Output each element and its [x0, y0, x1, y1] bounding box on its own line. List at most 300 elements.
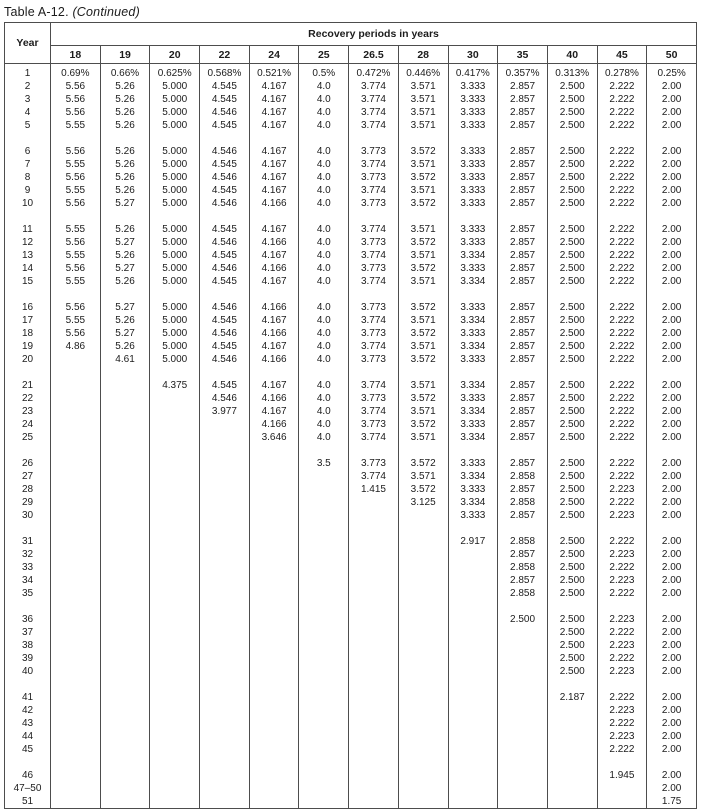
value-cell: [200, 457, 250, 470]
value-cell: 0.446%: [398, 64, 448, 81]
value-cell: 2.222: [597, 457, 647, 470]
value-cell: [200, 769, 250, 782]
value-cell: [200, 613, 250, 626]
value-cell: 2.00: [647, 392, 697, 405]
table-row: [5, 795, 697, 809]
year-cell: 36: [21, 614, 34, 625]
value-cell: 5.56: [51, 262, 101, 275]
value-cell: [150, 743, 200, 756]
value-cell: [398, 522, 448, 535]
value-cell: [498, 288, 548, 301]
table-row: [5, 64, 697, 81]
value-cell: 3.572: [398, 418, 448, 431]
value-cell: 5.26: [100, 145, 150, 158]
value-cell: 5.26: [100, 93, 150, 106]
value-cell: [498, 782, 548, 795]
value-cell: 2.500: [547, 301, 597, 314]
value-cell: [200, 626, 250, 639]
table-row: [5, 236, 697, 249]
year-cell: 33: [21, 562, 34, 573]
year-cell: 12: [21, 237, 34, 248]
value-cell: [299, 470, 349, 483]
table-row: [5, 496, 697, 509]
value-cell: 3.773: [349, 145, 399, 158]
table-row: [5, 184, 697, 197]
value-cell: 0.568%: [200, 64, 250, 81]
value-cell: 4.86: [51, 340, 101, 353]
year-cell: [5, 756, 51, 769]
value-cell: 4.0: [299, 249, 349, 262]
value-cell: 0.625%: [150, 64, 200, 81]
value-cell: 2.222: [597, 405, 647, 418]
value-cell: [547, 704, 597, 717]
value-cell: 2.223: [597, 665, 647, 678]
value-cell: [150, 132, 200, 145]
year-cell: [5, 522, 51, 535]
value-cell: [547, 210, 597, 223]
gap-row: [5, 756, 697, 769]
value-cell: [448, 366, 498, 379]
value-cell: 2.00: [647, 496, 697, 509]
value-cell: [51, 535, 101, 548]
value-cell: 2.00: [647, 301, 697, 314]
column-header: 35: [498, 46, 548, 64]
value-cell: [398, 795, 448, 809]
value-cell: [398, 730, 448, 743]
value-cell: [100, 210, 150, 223]
value-cell: [200, 210, 250, 223]
value-cell: 4.167: [249, 249, 299, 262]
value-cell: [51, 769, 101, 782]
year-cell: 7: [24, 159, 31, 170]
value-cell: 5.000: [150, 80, 200, 93]
value-cell: 5.26: [100, 171, 150, 184]
value-cell: 2.858: [498, 587, 548, 600]
value-cell: 3.571: [398, 158, 448, 171]
value-cell: [51, 405, 101, 418]
value-cell: [498, 665, 548, 678]
value-cell: [150, 522, 200, 535]
value-cell: 2.00: [647, 782, 697, 795]
value-cell: [349, 639, 399, 652]
value-cell: [498, 704, 548, 717]
value-cell: [249, 756, 299, 769]
value-cell: [349, 730, 399, 743]
value-cell: [398, 600, 448, 613]
value-cell: 2.500: [547, 392, 597, 405]
value-cell: [249, 587, 299, 600]
value-cell: 5.55: [51, 314, 101, 327]
value-cell: [647, 132, 697, 145]
value-cell: 4.166: [249, 353, 299, 366]
value-cell: [150, 366, 200, 379]
value-cell: 2.223: [597, 509, 647, 522]
value-cell: 5.000: [150, 197, 200, 210]
value-cell: [349, 795, 399, 809]
value-cell: [349, 522, 399, 535]
value-cell: 5.26: [100, 275, 150, 288]
value-cell: [150, 626, 200, 639]
value-cell: 2.500: [547, 535, 597, 548]
value-cell: [299, 535, 349, 548]
value-cell: 3.773: [349, 301, 399, 314]
value-cell: 0.66%: [100, 64, 150, 81]
value-cell: [498, 639, 548, 652]
value-cell: [647, 600, 697, 613]
value-cell: [597, 756, 647, 769]
value-cell: [398, 678, 448, 691]
value-cell: 2.500: [498, 613, 548, 626]
value-cell: [398, 652, 448, 665]
value-cell: 2.223: [597, 483, 647, 496]
value-cell: [100, 483, 150, 496]
value-cell: 5.26: [100, 80, 150, 93]
table-row: [5, 301, 697, 314]
value-cell: 3.977: [200, 405, 250, 418]
column-header: 30: [448, 46, 498, 64]
year-cell: 43: [21, 718, 34, 729]
value-cell: 2.857: [498, 431, 548, 444]
value-cell: 4.0: [299, 353, 349, 366]
value-cell: [597, 600, 647, 613]
value-cell: [398, 210, 448, 223]
value-cell: 5.55: [51, 158, 101, 171]
value-cell: [100, 444, 150, 457]
value-cell: [597, 132, 647, 145]
value-cell: 4.0: [299, 275, 349, 288]
value-cell: 2.223: [597, 574, 647, 587]
value-cell: 4.545: [200, 249, 250, 262]
value-cell: [51, 288, 101, 301]
value-cell: [51, 782, 101, 795]
value-cell: 4.166: [249, 392, 299, 405]
value-cell: 2.857: [498, 405, 548, 418]
value-cell: 3.774: [349, 158, 399, 171]
value-cell: 2.500: [547, 275, 597, 288]
value-cell: [349, 288, 399, 301]
value-cell: [51, 379, 101, 392]
value-cell: [100, 600, 150, 613]
value-cell: 3.571: [398, 119, 448, 132]
value-cell: [398, 756, 448, 769]
value-cell: 2.500: [547, 418, 597, 431]
value-cell: 2.00: [647, 691, 697, 704]
value-cell: 4.167: [249, 171, 299, 184]
value-cell: [200, 444, 250, 457]
column-header: 19: [100, 46, 150, 64]
value-cell: 2.917: [448, 535, 498, 548]
table-row: [5, 353, 697, 366]
value-cell: [349, 704, 399, 717]
value-cell: 3.333: [448, 197, 498, 210]
value-cell: 2.500: [547, 470, 597, 483]
value-cell: [200, 600, 250, 613]
year-cell: 41: [21, 692, 34, 703]
value-cell: 2.857: [498, 197, 548, 210]
value-cell: 5.56: [51, 301, 101, 314]
value-cell: 2.00: [647, 418, 697, 431]
value-cell: [100, 132, 150, 145]
value-cell: 2.222: [597, 314, 647, 327]
value-cell: 2.00: [647, 379, 697, 392]
value-cell: [299, 574, 349, 587]
value-cell: 2.222: [597, 431, 647, 444]
value-cell: [100, 548, 150, 561]
value-cell: [448, 717, 498, 730]
value-cell: [51, 548, 101, 561]
value-cell: [150, 405, 200, 418]
value-cell: 3.571: [398, 340, 448, 353]
value-cell: [547, 288, 597, 301]
value-cell: [200, 132, 250, 145]
value-cell: 2.857: [498, 301, 548, 314]
value-cell: [647, 444, 697, 457]
value-cell: [249, 496, 299, 509]
value-cell: 2.00: [647, 587, 697, 600]
value-cell: 2.500: [547, 171, 597, 184]
value-cell: [150, 483, 200, 496]
group-header-row: [5, 23, 697, 46]
value-cell: [150, 548, 200, 561]
value-cell: [51, 132, 101, 145]
value-cell: 5.000: [150, 327, 200, 340]
table-row: [5, 431, 697, 444]
value-cell: [249, 782, 299, 795]
value-cell: 3.572: [398, 457, 448, 470]
value-cell: 2.222: [597, 379, 647, 392]
table-row: [5, 275, 697, 288]
value-cell: [249, 678, 299, 691]
column-header: 28: [398, 46, 448, 64]
value-cell: [448, 548, 498, 561]
value-cell: [448, 444, 498, 457]
value-cell: 2.223: [597, 639, 647, 652]
value-cell: 3.333: [448, 327, 498, 340]
value-cell: [51, 561, 101, 574]
value-cell: [51, 483, 101, 496]
value-cell: [249, 665, 299, 678]
value-cell: [150, 418, 200, 431]
value-cell: [448, 587, 498, 600]
value-cell: 1.75: [647, 795, 697, 809]
value-cell: 5.000: [150, 223, 200, 236]
value-cell: 2.857: [498, 223, 548, 236]
value-cell: [51, 509, 101, 522]
year-cell: 3: [24, 94, 31, 105]
table-row: [5, 717, 697, 730]
table-row: [5, 197, 697, 210]
year-cell: 10: [21, 198, 34, 209]
table-row: [5, 691, 697, 704]
value-cell: 4.0: [299, 145, 349, 158]
value-cell: [200, 418, 250, 431]
value-cell: [349, 548, 399, 561]
value-cell: 5.26: [100, 106, 150, 119]
table-row: [5, 327, 697, 340]
value-cell: [349, 678, 399, 691]
value-cell: [398, 743, 448, 756]
value-cell: [249, 639, 299, 652]
value-cell: 3.572: [398, 145, 448, 158]
value-cell: 4.0: [299, 93, 349, 106]
value-cell: 5.56: [51, 145, 101, 158]
value-cell: 3.333: [448, 353, 498, 366]
value-cell: 2.222: [597, 587, 647, 600]
value-cell: 4.167: [249, 340, 299, 353]
value-cell: [349, 782, 399, 795]
value-cell: 2.00: [647, 535, 697, 548]
value-cell: 2.00: [647, 574, 697, 587]
value-cell: 2.857: [498, 158, 548, 171]
value-cell: [647, 210, 697, 223]
value-cell: [51, 665, 101, 678]
value-cell: [299, 509, 349, 522]
value-cell: [398, 548, 448, 561]
value-cell: [200, 561, 250, 574]
value-cell: 2.222: [597, 197, 647, 210]
value-cell: [51, 574, 101, 587]
value-cell: 3.334: [448, 249, 498, 262]
year-cell: 18: [21, 328, 34, 339]
value-cell: 3.571: [398, 93, 448, 106]
value-cell: [150, 769, 200, 782]
value-cell: 4.0: [299, 262, 349, 275]
value-cell: 4.0: [299, 327, 349, 340]
value-cell: 3.773: [349, 327, 399, 340]
value-cell: 4.545: [200, 184, 250, 197]
value-cell: 2.857: [498, 145, 548, 158]
value-cell: 2.857: [498, 93, 548, 106]
value-cell: [448, 288, 498, 301]
value-cell: [299, 444, 349, 457]
value-cell: 3.571: [398, 379, 448, 392]
value-cell: 4.0: [299, 379, 349, 392]
value-cell: 2.222: [597, 93, 647, 106]
value-cell: 2.00: [647, 704, 697, 717]
year-cell: 15: [21, 276, 34, 287]
value-cell: 3.774: [349, 119, 399, 132]
value-cell: 0.278%: [597, 64, 647, 81]
table-row: [5, 483, 697, 496]
value-cell: 3.572: [398, 392, 448, 405]
value-cell: 3.333: [448, 392, 498, 405]
value-cell: 2.222: [597, 340, 647, 353]
value-cell: [299, 743, 349, 756]
table-row: [5, 93, 697, 106]
value-cell: 2.222: [597, 249, 647, 262]
value-cell: [547, 132, 597, 145]
value-cell: 2.500: [547, 561, 597, 574]
table-row: [5, 587, 697, 600]
gap-row: [5, 444, 697, 457]
value-cell: 2.00: [647, 743, 697, 756]
value-cell: 4.0: [299, 171, 349, 184]
value-cell: [100, 678, 150, 691]
value-cell: 2.500: [547, 613, 597, 626]
value-cell: 4.0: [299, 301, 349, 314]
value-cell: [249, 743, 299, 756]
year-cell: 29: [21, 497, 34, 508]
value-cell: 5.000: [150, 314, 200, 327]
value-cell: [100, 405, 150, 418]
value-cell: [100, 652, 150, 665]
value-cell: 4.546: [200, 327, 250, 340]
year-cell: 16: [21, 302, 34, 313]
value-cell: [150, 691, 200, 704]
value-cell: 2.857: [498, 483, 548, 496]
value-cell: [498, 652, 548, 665]
column-header: 20: [150, 46, 200, 64]
value-cell: [597, 678, 647, 691]
value-cell: [349, 600, 399, 613]
value-cell: [249, 548, 299, 561]
page-title: [0, 0, 702, 22]
value-cell: [100, 366, 150, 379]
gap-row: [5, 132, 697, 145]
value-cell: [100, 457, 150, 470]
value-cell: [150, 574, 200, 587]
value-cell: 3.571: [398, 405, 448, 418]
value-cell: [448, 132, 498, 145]
value-cell: [51, 496, 101, 509]
value-cell: 5.000: [150, 249, 200, 262]
value-cell: 3.333: [448, 262, 498, 275]
value-cell: [100, 795, 150, 809]
value-cell: [200, 704, 250, 717]
value-cell: 2.500: [547, 249, 597, 262]
value-cell: [100, 561, 150, 574]
column-header: 18: [51, 46, 101, 64]
column-header: 24: [249, 46, 299, 64]
value-cell: [547, 600, 597, 613]
value-cell: [51, 418, 101, 431]
value-cell: [51, 795, 101, 809]
value-cell: [597, 288, 647, 301]
value-cell: 3.774: [349, 314, 399, 327]
table-row: [5, 80, 697, 93]
value-cell: 2.223: [597, 730, 647, 743]
year-cell: 17: [21, 315, 34, 326]
value-cell: [448, 743, 498, 756]
value-cell: 2.222: [597, 717, 647, 730]
value-cell: 2.00: [647, 223, 697, 236]
value-cell: [200, 522, 250, 535]
value-cell: [150, 470, 200, 483]
value-cell: [249, 457, 299, 470]
value-cell: 2.222: [597, 353, 647, 366]
value-cell: [647, 678, 697, 691]
value-cell: 2.223: [597, 548, 647, 561]
table-header: [5, 23, 697, 64]
value-cell: 0.5%: [299, 64, 349, 81]
value-cell: 5.56: [51, 93, 101, 106]
value-cell: 3.774: [349, 249, 399, 262]
value-cell: [249, 366, 299, 379]
value-cell: [349, 665, 399, 678]
value-cell: 5.000: [150, 171, 200, 184]
value-cell: [100, 743, 150, 756]
value-cell: [498, 626, 548, 639]
value-cell: 2.222: [597, 626, 647, 639]
value-cell: 3.571: [398, 314, 448, 327]
table-row: [5, 249, 697, 262]
column-header: 26.5: [349, 46, 399, 64]
value-cell: 4.0: [299, 405, 349, 418]
value-cell: 5.000: [150, 353, 200, 366]
value-cell: [150, 678, 200, 691]
year-column-header: Year: [5, 23, 51, 64]
table-row: [5, 613, 697, 626]
